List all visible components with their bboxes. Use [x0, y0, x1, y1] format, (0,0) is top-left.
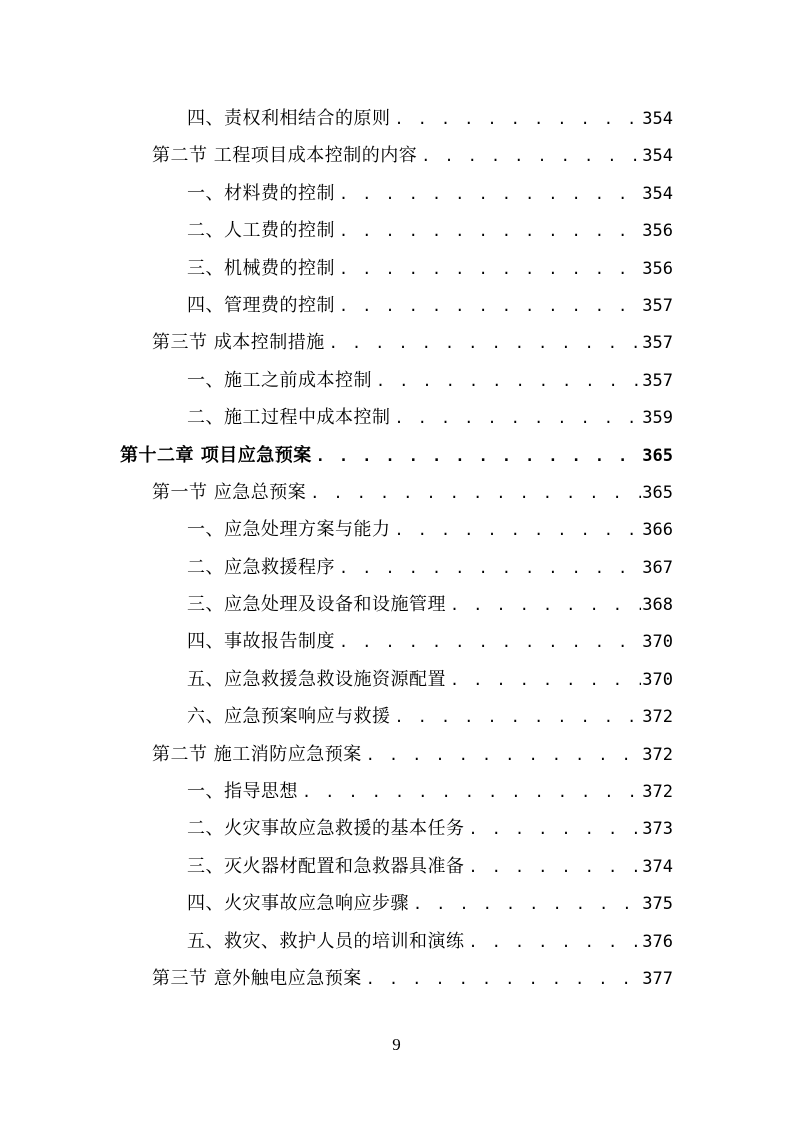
toc-dot-leader — [409, 891, 641, 917]
toc-entry-page: 354 — [642, 109, 673, 129]
toc-entry[interactable] — [0, 474, 793, 511]
toc-entry-page: 373 — [642, 819, 673, 840]
toc-entry-title: 四、事故报告制度 — [187, 631, 335, 653]
toc-entry-page: 365 — [642, 482, 673, 503]
toc-entry-title: 五、应急救援急救设施资源配置 — [187, 668, 446, 690]
toc-chapter-title: 第十二章 项目应急预案 — [120, 444, 312, 466]
toc-dot-leader — [391, 704, 642, 730]
toc-entry[interactable] — [0, 212, 793, 249]
toc-dot-leader — [335, 629, 641, 655]
toc-dot-leader — [335, 256, 641, 282]
toc-dot-leader — [335, 181, 641, 207]
toc-entry-title: 六、应急预案响应与救援 — [187, 706, 391, 728]
toc-entry-title: 三、灭火器材配置和急救器具准备 — [187, 855, 465, 877]
toc-entry-page: 354 — [642, 183, 673, 204]
toc-entry[interactable] — [0, 511, 793, 548]
toc-entry-title: 二、应急救援程序 — [187, 556, 335, 578]
toc-dot-leader — [446, 667, 641, 693]
toc-entry[interactable] — [0, 586, 793, 623]
toc-dot-leader — [391, 405, 642, 431]
toc-entry[interactable] — [0, 100, 793, 137]
toc-dot-leader — [446, 592, 641, 618]
toc-entry[interactable] — [0, 324, 793, 361]
toc-entry-page: 370 — [642, 669, 673, 690]
toc-dot-leader — [391, 517, 642, 543]
toc-entry-title: 二、人工费的控制 — [187, 220, 335, 242]
toc-entry[interactable] — [0, 773, 793, 810]
toc-entry-title: 第二节 施工消防应急预案 — [152, 743, 362, 765]
toc-dot-leader — [465, 854, 642, 880]
toc-dot-leader — [465, 816, 642, 842]
toc-dot-leader — [391, 106, 642, 132]
toc-entry-page: 375 — [642, 894, 673, 915]
toc-entry-title: 二、施工过程中成本控制 — [187, 407, 391, 429]
toc-entry-page: 356 — [642, 258, 673, 279]
toc-dot-leader — [335, 555, 641, 581]
toc-entry[interactable] — [0, 810, 793, 847]
toc-entry[interactable] — [0, 549, 793, 586]
toc-entry[interactable] — [0, 736, 793, 773]
toc-entry-page: 367 — [642, 557, 673, 578]
toc-entry-title: 一、指导思想 — [187, 781, 298, 803]
toc-entry[interactable] — [0, 848, 793, 885]
toc-entry-page: 357 — [642, 295, 673, 316]
toc-chapter-page: 365 — [642, 445, 673, 466]
toc-entry-title: 一、材料费的控制 — [187, 182, 335, 204]
toc-entry[interactable] — [0, 250, 793, 287]
table-of-contents — [0, 100, 793, 997]
toc-dot-leader — [417, 143, 641, 169]
toc-entry-page: 356 — [642, 221, 673, 242]
toc-entry[interactable] — [0, 399, 793, 436]
toc-entry[interactable] — [0, 287, 793, 324]
toc-entry-title: 第三节 成本控制措施 — [152, 332, 325, 354]
toc-dot-leader — [298, 779, 641, 805]
toc-entry-title: 一、施工之前成本控制 — [187, 369, 372, 391]
toc-dot-leader — [372, 368, 641, 394]
toc-dot-leader — [335, 293, 641, 319]
toc-dot-leader — [306, 480, 641, 506]
toc-entry[interactable] — [0, 661, 793, 698]
toc-entry[interactable] — [0, 362, 793, 399]
toc-dot-leader — [325, 330, 641, 356]
toc-dot-leader — [335, 218, 641, 244]
toc-entry-page: 372 — [642, 782, 673, 803]
toc-entry[interactable] — [0, 923, 793, 960]
toc-entry[interactable] — [0, 698, 793, 735]
toc-entry[interactable] — [0, 885, 793, 922]
toc-entry[interactable] — [0, 960, 793, 997]
toc-entry-title: 第二节 工程项目成本控制的内容 — [152, 145, 418, 167]
toc-entry-title: 五、救灾、救护人员的培训和演练 — [187, 930, 465, 952]
toc-dot-leader — [465, 929, 642, 955]
toc-entry[interactable] — [0, 137, 793, 174]
toc-entry-page: 366 — [642, 520, 673, 541]
toc-entry-page: 357 — [642, 370, 673, 391]
toc-entry-title: 四、火灾事故应急响应步骤 — [187, 893, 409, 915]
toc-entry-title: 三、应急处理及设备和设施管理 — [187, 594, 446, 616]
toc-entry[interactable] — [0, 623, 793, 660]
toc-entry-title: 第三节 意外触电应急预案 — [152, 967, 362, 989]
toc-entry-page: 372 — [642, 744, 673, 765]
toc-entry-page: 374 — [642, 856, 673, 877]
toc-entry-title: 四、管理费的控制 — [187, 294, 335, 316]
toc-entry-page: 368 — [642, 595, 673, 616]
toc-entry-page: 370 — [642, 632, 673, 653]
page-number: 9 — [392, 1035, 401, 1054]
toc-entry-page: 357 — [642, 333, 673, 354]
toc-entry-page: 372 — [642, 707, 673, 728]
toc-entry[interactable] — [0, 175, 793, 212]
toc-chapter-entry[interactable] — [0, 437, 793, 474]
toc-entry-title: 三、机械费的控制 — [187, 257, 335, 279]
toc-entry-page: 359 — [642, 408, 673, 429]
toc-entry-title: 一、应急处理方案与能力 — [187, 519, 391, 541]
toc-dot-leader — [362, 966, 641, 992]
toc-entry-title: 第一节 应急总预案 — [152, 481, 307, 503]
toc-entry-page: 354 — [642, 146, 673, 167]
toc-entry-page: 377 — [642, 968, 673, 989]
toc-entry-title: 二、火灾事故应急救援的基本任务 — [187, 818, 465, 840]
toc-entry-title: 四、责权利相结合的原则 — [187, 108, 391, 129]
toc-dot-leader — [362, 742, 641, 768]
toc-entry-page: 376 — [642, 931, 673, 952]
toc-dot-leader — [312, 443, 641, 469]
